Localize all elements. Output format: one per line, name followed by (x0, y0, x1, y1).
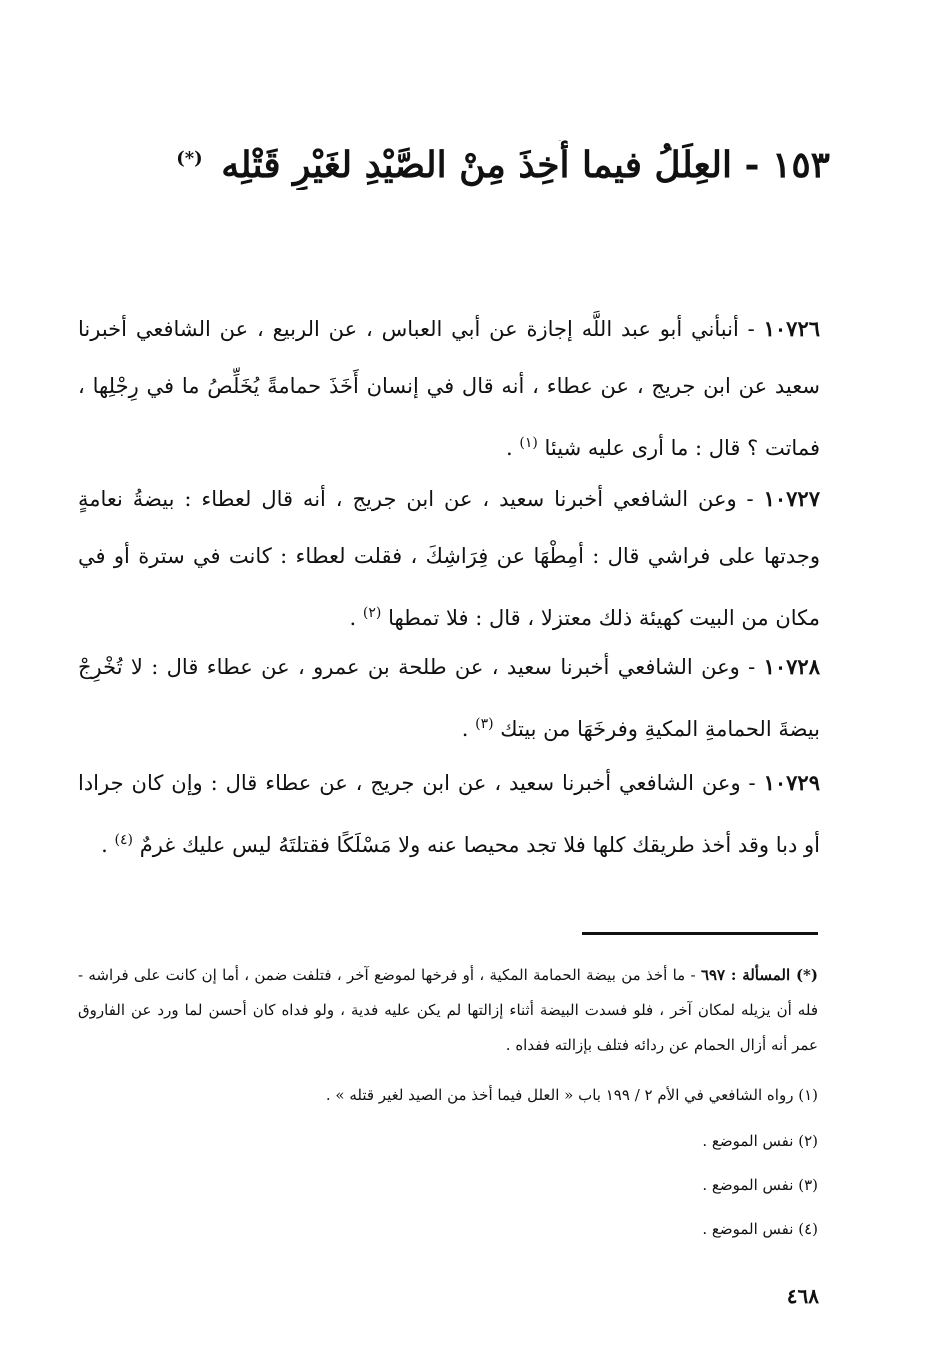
hadith-number: ١٠٧٢٧ (763, 486, 820, 511)
footnote-ref: (٤) (114, 832, 134, 848)
page-number: ٤٦٨ (786, 1284, 819, 1308)
editor-note-label: (*) المسألة : ٦٩٧ (700, 966, 818, 984)
hadith-end: . (101, 833, 108, 857)
hadith-paragraph (78, 638, 820, 758)
chapter-heading: العِلَلُ فيما أُخِذَ مِنْ الصَّيْدِ لغَيْرِ قَتْلِه (221, 144, 732, 186)
hadith-text: وعن الشافعي أخبرنا سعيد ، عن طلحة بن عمرو ، عن عطاء قال : لا تُخْرِجْ بيضةَ الحمامةِ المكيةِ وفرخَهَا من بيتك (78, 655, 820, 741)
hadith-number: ١٠٧٢٦ (763, 316, 821, 341)
footnote-2: (٢) نفس الموضع . (702, 1132, 818, 1150)
hadith-end: . (349, 606, 357, 630)
footnote-ref: (١) (519, 435, 538, 451)
hadith-dash: - (736, 487, 754, 511)
chapter-title (90, 140, 830, 190)
footnote-3: (٣) نفس الموضع . (702, 1176, 818, 1194)
hadith-text: وعن الشافعي أخبرنا سعيد ، عن ابن جريج ، عن عطاء قال : وإن كان جرادا أو دبا وقد أخذ طريقك كلها فلا تجد محيصا عنه ولا مَسْلَكًا فقتلتَهُ ليس عليك غرمٌ (78, 771, 820, 857)
footnote-4: (٤) نفس الموضع . (702, 1220, 818, 1238)
chapter-footnote-mark: (*) (176, 148, 203, 169)
hadith-end: . (505, 436, 513, 460)
hadith-dash: - (740, 771, 756, 795)
hadith-text: وعن الشافعي أخبرنا سعيد ، عن ابن جريج ، أنه قال لعطاء : بيضةُ نعامةٍ وجدتها على فراشي قال : أمِطْهَا عن فِرَاشِكَ ، فقلت لعطاء : كانت في سترة أو في مكان من البيت كهيئة ذلك معتزلا ، قال : فلا تمطها (78, 487, 820, 630)
editor-note (78, 958, 818, 1063)
editor-note-text: - ما أخذ من بيضة الحمامة المكية ، أو فرخها لموضع آخر ، فتلفت ضمن ، أما إن كانت على فراشه - فله أن يزيله لمكان آخر ، فلو فسدت البيضة أثناء إزالتها لم يكن عليه فدية ، ولو فداه كان أحسن لما ورد عن الفاروق عمر أنه أزال الحمام عن ردائه فتلف بإزالته ففداه . (78, 966, 818, 1054)
footnote-ref: (٣) (475, 716, 494, 732)
hadith-text: أنبأني أبو عبد اللَّه إجازة عن أبي العباس ، عن الربيع ، عن الشافعي أخبرنا سعيد عن ابن جريج ، عن عطاء ، أنه قال في إنسان أَخَذَ حمامةً يُخَلِّصُ ما في رِجْلِها ، فماتت ؟ قال : ما أرى عليه شيئا (78, 317, 820, 460)
chapter-number: ١٥٣ (771, 144, 830, 186)
hadith-paragraph (78, 754, 820, 874)
footnote-1: (١) رواه الشافعي في الأم ٢ / ١٩٩ باب « العلل فيما أخذ من الصيد لغير قتله » . (325, 1086, 818, 1104)
hadith-dash: - (738, 317, 755, 341)
hadith-paragraph (78, 470, 820, 647)
hadith-number: ١٠٧٢٨ (763, 654, 820, 679)
footnote-ref: (٢) (362, 605, 382, 621)
hadith-end: . (461, 717, 469, 741)
footnote-divider (582, 932, 818, 935)
hadith-number: ١٠٧٢٩ (763, 770, 820, 795)
hadith-paragraph (78, 300, 820, 477)
chapter-dash: - (731, 144, 760, 186)
hadith-dash: - (739, 655, 756, 679)
